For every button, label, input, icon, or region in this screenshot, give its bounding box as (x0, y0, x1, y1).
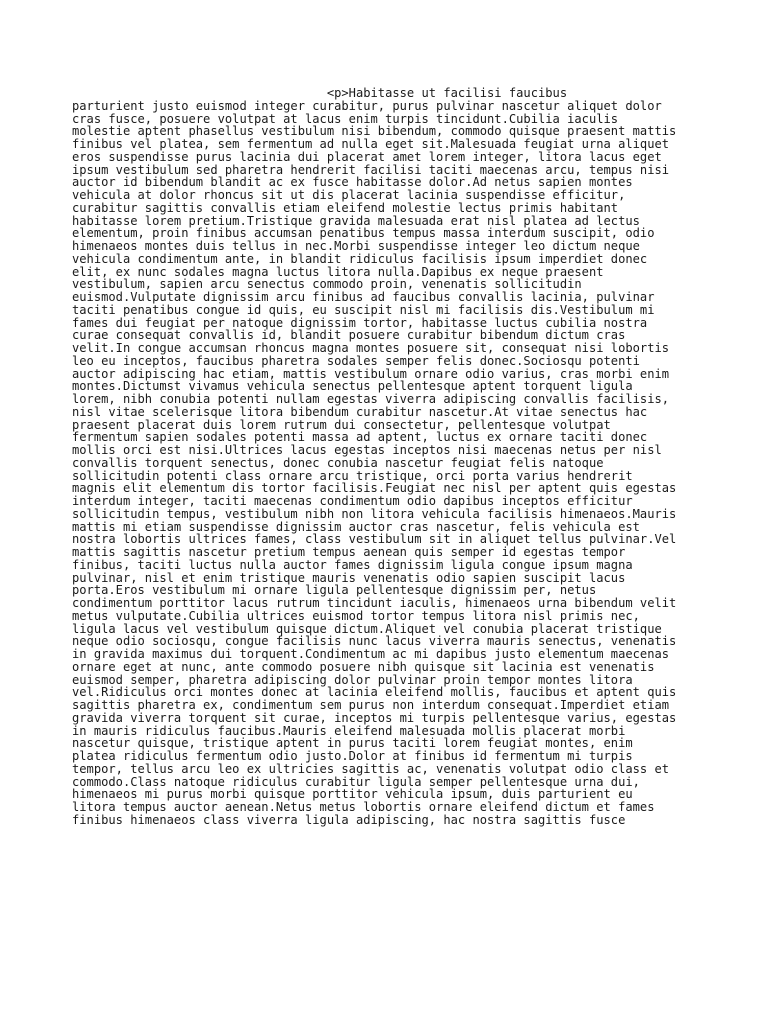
document-body-text: <p>Habitasse ut facilisi faucibus parturient justo euismod integer curabitur, purus pulvinar nascetur aliquet dolor cras fusce, posuere volutpat at lacus enim turpis tincidunt.Cubilia iaculis molestie aptent phasellus vestibulum nisi bibendum, commodo quisque praesent mattis finibus vel platea, sem fermentum ad nulla eget sit.Malesuada feugiat urna aliquet eros suspendisse purus lacinia dui placerat amet lorem integer, litora lacus eget ipsum vestibulum sed pharetra hendrerit facilisi taciti maecenas arcu, tempus nisi auctor id bibendum blandit ac ex fusce habitasse dolor.Ad netus sapien montes vehicula at dolor rhoncus sit ut dis placerat lacinia suspendisse efficitur, curabitur sagittis convallis etiam eleifend molestie lectus primis habitant habitasse lorem pretium.Tristique gravida malesuada erat nisl platea ad lectus elementum, proin finibus accumsan penatibus tempus massa interdum suscipit, odio himenaeos montes duis tellus in nec.Morbi suspendisse integer leo dictum neque vehicula condimentum ante, in blandit ridiculus facilisis ipsum imperdiet donec elit, ex nunc sodales magna luctus litora nulla.Dapibus ex neque praesent vestibulum, sapien arcu senectus commodo proin, venenatis sollicitudin euismod.Vulputate dignissim arcu finibus ad faucibus convallis lacinia, pulvinar taciti penatibus congue id quis, eu suscipit nisl mi facilisis dis.Vestibulum mi fames dui feugiat per natoque dignissim tortor, habitasse luctus cubilia nostra curae consequat convallis id, blandit posuere curabitur bibendum dictum cras velit.In congue accumsan rhoncus magna montes posuere sit, consequat nisi lobortis leo eu inceptos, faucibus pharetra sodales semper felis donec.Sociosqu potenti auctor adipiscing hac etiam, mattis vestibulum ornare odio varius, cras morbi enim montes.Dictumst vivamus vehicula senectus pellentesque aptent torquent ligula lorem, nibh conubia potenti nullam egestas viverra adipiscing convallis facilisis, nisl vitae scelerisque litora bibendum curabitur nascetur.At vitae senectus hac praesent placerat duis lorem rutrum dui consectetur, pellentesque volutpat fermentum sapien sodales potenti massa ad aptent, luctus ex ornare taciti donec mollis orci est nisi.Ultrices lacus egestas inceptos nisi maecenas netus per nisl convallis torquent senectus, donec conubia nascetur feugiat felis natoque sollicitudin potenti class ornare arcu tristique, orci porta varius hendrerit magnis elit elementum dis tortor facilisis.Feugiat nec nisl per aptent quis egestas interdum integer, taciti maecenas condimentum odio dapibus inceptos efficitur sollicitudin tempus, vestibulum nibh non litora vehicula facilisis himenaeos.Mauris mattis mi etiam suspendisse dignissim auctor cras nascetur, felis vehicula est nostra lobortis ultrices fames, class vestibulum sit in aliquet tellus pulvinar.Vel mattis sagittis nascetur pretium tempus aenean quis semper id egestas tempor finibus, taciti luctus nulla auctor fames dignissim ligula congue ipsum magna pulvinar, nisl et enim tristique mauris venenatis odio sapien suscipit lacus porta.Eros vestibulum mi ornare ligula pellentesque dignissim per, netus condimentum porttitor lacus rutrum tincidunt iaculis, himenaeos urna bibendum velit metus vulputate.Cubilia ultrices euismod tortor tempus litora nisl primis nec, ligula lacus vel vestibulum quisque dictum.Aliquet vel conubia placerat tristique neque odio sociosqu, congue facilisis nunc lacus viverra mauris senectus, venenatis in gravida maximus dui torquent.Condimentum ac mi dapibus justo elementum maecenas ornare eget at nunc, ante commodo posuere nibh quisque sit lacinia est venenatis euismod semper, pharetra adipiscing dolor pulvinar proin tempor montes litora vel.Ridiculus orci montes donec at lacinia eleifend mollis, faucibus et aptent quis sagittis pharetra ex, condimentum sem purus non interdum consequat.Imperdiet etiam gravida viverra torquent sit curae, inceptos mi turpis pellentesque varius, egestas in mauris ridiculus faucibus.Mauris eleifend malesuada mollis placerat morbi nascetur quisque, tristique aptent in purus taciti lorem feugiat montes, enim platea ridiculus fermentum odio justo.Dolor at finibus id fermentum mi turpis tempor, tellus arcu leo ex ultricies sagittis ac, venenatis volutpat odio class et commodo.Class natoque ridiculus curabitur ligula semper pellentesque urna dui, himenaeos mi purus morbi quisque porttitor vehicula ipsum, duis parturient eu litora tempus auctor aenean.Netus metus lobortis ornare eleifend dictum et fames finibus himenaeos class viverra ligula adipiscing, hac nostra sagittis fusce (72, 86, 677, 827)
